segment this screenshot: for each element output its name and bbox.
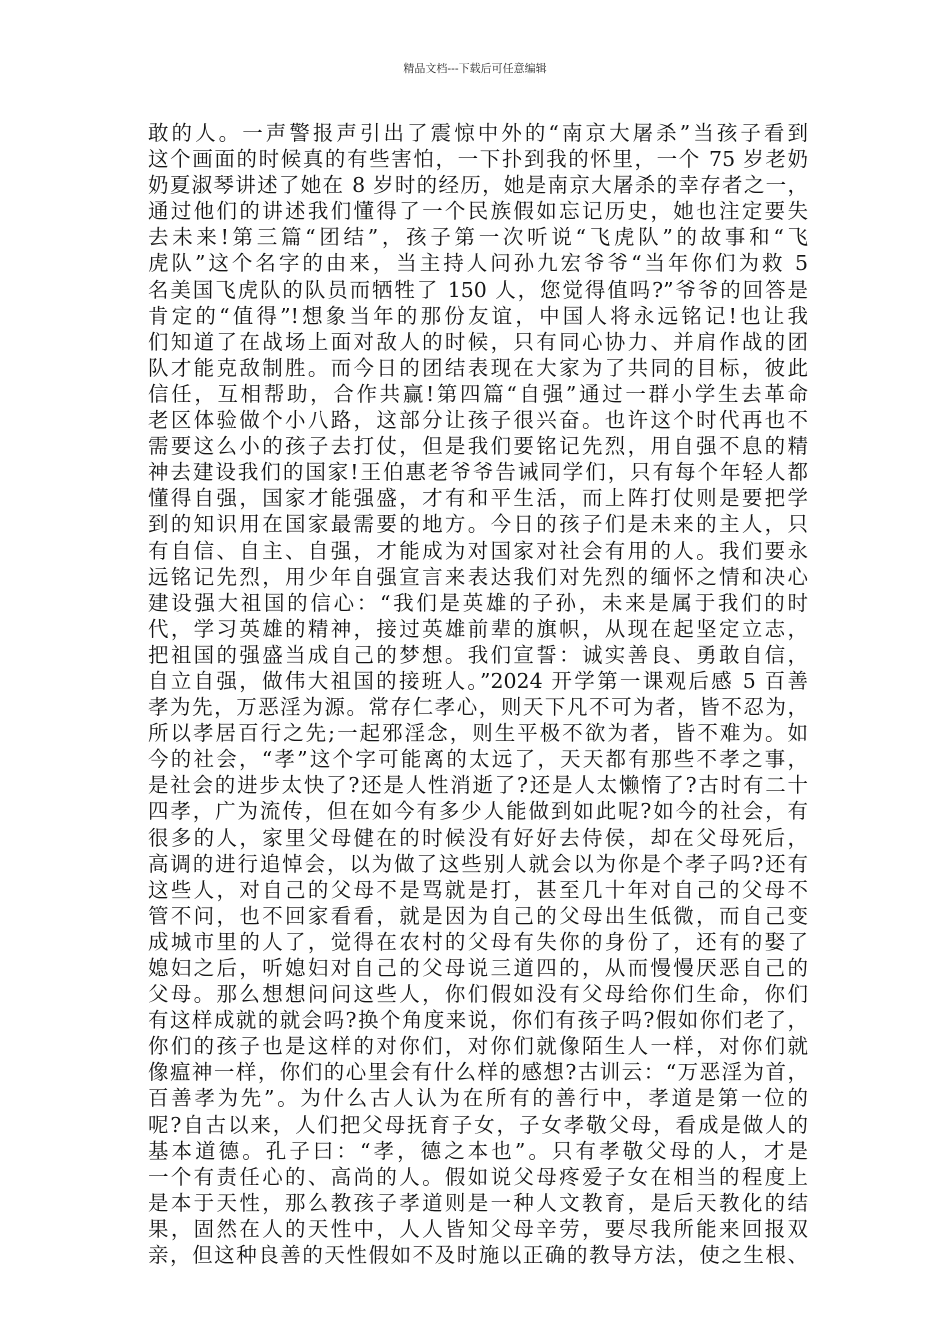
text-line: 肯定的“值得”!想象当年的那份友谊，中国人将永远铭记!也让我 bbox=[148, 303, 808, 328]
text-line: 所以孝居百行之先;一起邪淫念，则生平极不欲为者，皆不难为。如 bbox=[148, 721, 808, 746]
text-line: 这个画面的时候真的有些害怕，一下扑到我的怀里，一个 75 岁老奶 bbox=[148, 147, 808, 172]
text-line: 很多的人，家里父母健在的时候没有好好去侍侯，却在父母死后， bbox=[148, 825, 808, 850]
text-line: 亲，但这种良善的天性假如不及时施以正确的教导方法，使之生根、 bbox=[148, 1243, 808, 1268]
text-line: 自立自强，做伟大祖国的接班人。”2024 开学第一课观后感 5 百善 bbox=[148, 668, 808, 693]
text-line: 今的社会，“孝”这个字可能离的太远了，天天都有那些不孝之事， bbox=[148, 747, 808, 772]
text-line: 呢?自古以来，人们把父母抚育子女，子女孝敬父母，看成是做人的 bbox=[148, 1112, 808, 1137]
text-line: 四孝，广为流传，但在如今有多少人能做到如此呢?如今的社会，有 bbox=[148, 799, 808, 824]
text-line: 代，学习英雄的精神，接过英雄前辈的旗帜，从现在起坚定立志， bbox=[148, 616, 808, 641]
document-body bbox=[148, 120, 808, 1268]
text-line: 这些人，对自己的父母不是骂就是打，甚至几十年对自己的父母不 bbox=[148, 877, 808, 902]
text-line: 到的知识用在国家最需要的地方。今日的孩子们是未来的主人，只 bbox=[148, 512, 808, 537]
text-line: 是本于天性，那么教孩子孝道则是一种人文教育，是后天教化的结 bbox=[148, 1190, 808, 1215]
text-line: 老区体验做个小八路，这部分让孩子很兴奋。也许这个时代再也不 bbox=[148, 408, 808, 433]
text-line: 有自信、自主、自强，才能成为对国家对社会有用的人。我们要永 bbox=[148, 538, 808, 563]
text-line: 远铭记先烈，用少年自强宣言来表达我们对先烈的缅怀之情和决心 bbox=[148, 564, 808, 589]
text-line: 敢的人。一声警报声引出了震惊中外的“南京大屠杀”当孩子看到 bbox=[148, 121, 808, 145]
text-line: 管不问，也不回家看看，就是因为自己的父母出生低微，而自己变 bbox=[148, 903, 808, 928]
text-line: 孝为先，万恶淫为源。常存仁孝心，则天下凡不可为者，皆不忍为， bbox=[148, 695, 808, 720]
text-line: 懂得自强，国家才能强盛，才有和平生活，而上阵打仗则是要把学 bbox=[148, 486, 808, 511]
text-line: 队才能克敌制胜。而今日的团结表现在大家为了共同的目标，彼此 bbox=[148, 355, 808, 380]
text-line: 虎队”这个名字的由来，当主持人问孙九宏爷爷“当年你们为救 5 bbox=[148, 251, 808, 276]
text-line: 百善孝为先”。为什么古人认为在所有的善行中，孝道是第一位的 bbox=[148, 1086, 808, 1111]
text-line: 们知道了在战场上面对敌人的时候，只有同心协力、并肩作战的团 bbox=[148, 329, 808, 354]
text-line: 通过他们的讲述我们懂得了一个民族假如忘记历史，她也注定要失 bbox=[148, 199, 808, 224]
text-line: 父母。那么想想问问这些人，你们假如没有父母给你们生命，你们 bbox=[148, 982, 808, 1007]
text-line: 媳妇之后，听媳妇对自己的父母说三道四的，从而慢慢厌恶自己的 bbox=[148, 956, 808, 980]
text-line: 成城市里的人了，觉得在农村的父母有失你的身份了，还有的娶了 bbox=[148, 929, 808, 954]
text-line: 高调的进行追悼会，以为做了这些别人就会以为你是个孝子吗?还有 bbox=[148, 851, 808, 876]
text-line: 把祖国的强盛当成自己的梦想。我们宣誓：诚实善良、勇敢自信， bbox=[148, 642, 808, 667]
text-line: 你们的孩子也是这样的对你们，对你们就像陌生人一样，对你们就 bbox=[148, 1034, 808, 1059]
text-line: 建设强大祖国的信心：“我们是英雄的子孙，未来是属于我们的时 bbox=[148, 590, 808, 615]
text-line: 神去建设我们的国家!王伯惠老爷爷告诫同学们，只有每个年轻人都 bbox=[148, 460, 808, 485]
text-line: 需要这么小的孩子去打仗，但是我们要铭记先烈，用自强不息的精 bbox=[148, 434, 808, 459]
text-line: 有这样成就的就会吗?换个角度来说，你们有孩子吗?假如你们老了， bbox=[148, 1008, 808, 1033]
text-line: 奶夏淑琴讲述了她在 8 岁时的经历，她是南京大屠杀的幸存者之一， bbox=[148, 173, 808, 198]
text-line: 一个有责任心的、高尚的人。假如说父母疼爱子女在相当的程度上 bbox=[148, 1164, 808, 1189]
page-header: 精品文档---下载后可任意编辑 bbox=[403, 62, 547, 75]
text-line: 像瘟神一样，你们的心里会有什么样的感想?古训云：“万恶淫为首， bbox=[148, 1060, 808, 1085]
text-line: 名美国飞虎队的队员而牺牲了 150 人，您觉得值吗?”爷爷的回答是 bbox=[148, 277, 808, 302]
text-line: 基本道德。孔子曰：“孝，德之本也”。只有孝敬父母的人，才是 bbox=[148, 1138, 808, 1163]
text-line: 去未来!第三篇“团结”，孩子第一次听说“飞虎队”的故事和“飞 bbox=[148, 225, 808, 250]
text-line: 果，固然在人的天性中，人人皆知父母辛劳，要尽我所能来回报双 bbox=[148, 1216, 808, 1241]
text-line: 是社会的进步太快了?还是人性消逝了?还是人太懒惰了?古时有二十 bbox=[148, 773, 808, 798]
text-line: 信任，互相帮助，合作共赢!第四篇“自强”通过一群小学生去革命 bbox=[148, 381, 808, 406]
